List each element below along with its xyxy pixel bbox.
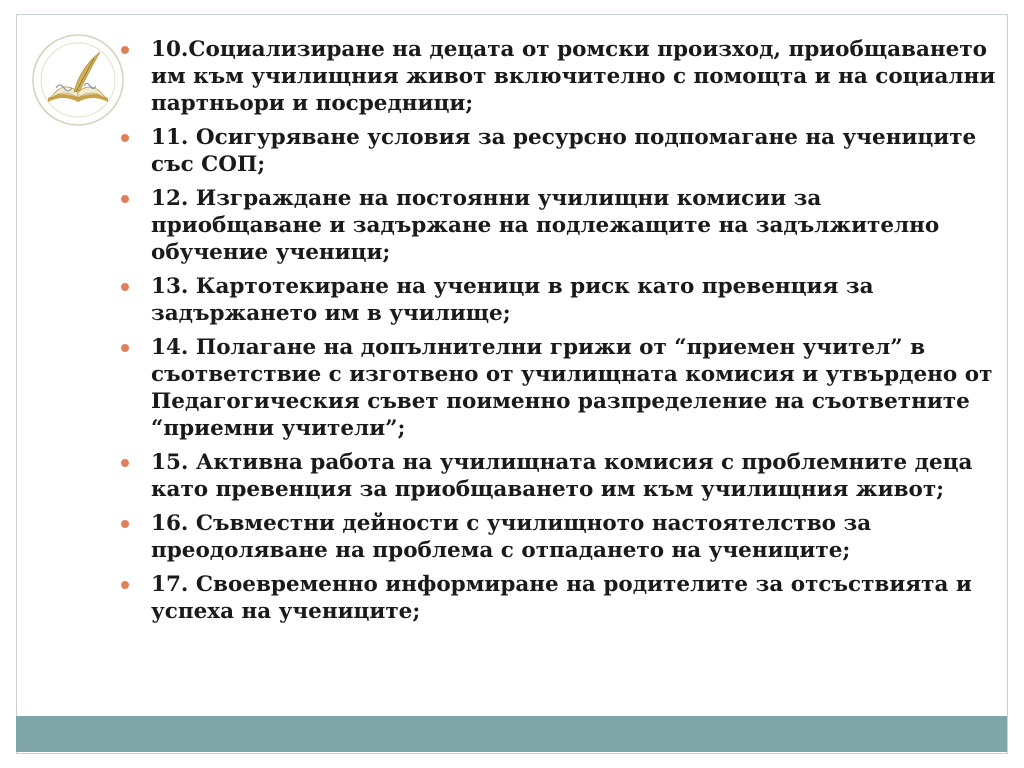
list-item-text: 12. Изграждане на постоянни училищни комисии за приобщаване и задържане на подлежащите на задължително обучение ученици; [151,186,940,265]
bullet-dot-icon [121,581,129,589]
list-item [118,124,998,178]
bullet-dot-icon [121,46,129,54]
list-item [118,36,998,117]
bullet-list-container [118,36,998,632]
list-item-text: 15. Активна работа на училищната комисия с проблемните деца като превенция за приобщаването им към училищния живот; [151,450,973,502]
list-item [118,334,998,442]
bottom-bar [16,716,1007,752]
list-item-text: 11. Осигуряване условия за ресурсно подпомагане на учениците със СОП; [151,125,977,177]
list-item-text: 14. Полагане на допълнителни грижи от “приемен учител” в съответствие с изготвено от училищната комисия и утвърдено от Педагогическия съвет поименно разпределение на съответните “приемни учители”; [151,335,993,441]
school-logo-icon [30,32,126,128]
bullet-dot-icon [121,459,129,467]
list-item [118,185,998,266]
bullet-dot-icon [121,283,129,291]
list-item [118,571,998,625]
list-item-text: 10.Социализиране на децата от ромски произход, приобщаването им към училищния живот включително с помощта и на социални партньори и посредници; [151,37,996,116]
list-item [118,510,998,564]
list-item-text: 16. Съвместни дейности с училищното настоятелство за преодоляване на проблема с отпадането на учениците; [151,511,872,563]
bullet-list [118,36,998,625]
list-item [118,449,998,503]
bullet-dot-icon [121,195,129,203]
bullet-dot-icon [121,134,129,142]
list-item-text: 13. Картотекиране на ученици в риск като превенция за задържането им в училище; [151,274,874,326]
list-item [118,273,998,327]
list-item-text: 17. Своевременно информиране на родителите за отсъствията и успеха на учениците; [151,572,972,624]
bullet-dot-icon [121,520,129,528]
bullet-dot-icon [121,344,129,352]
